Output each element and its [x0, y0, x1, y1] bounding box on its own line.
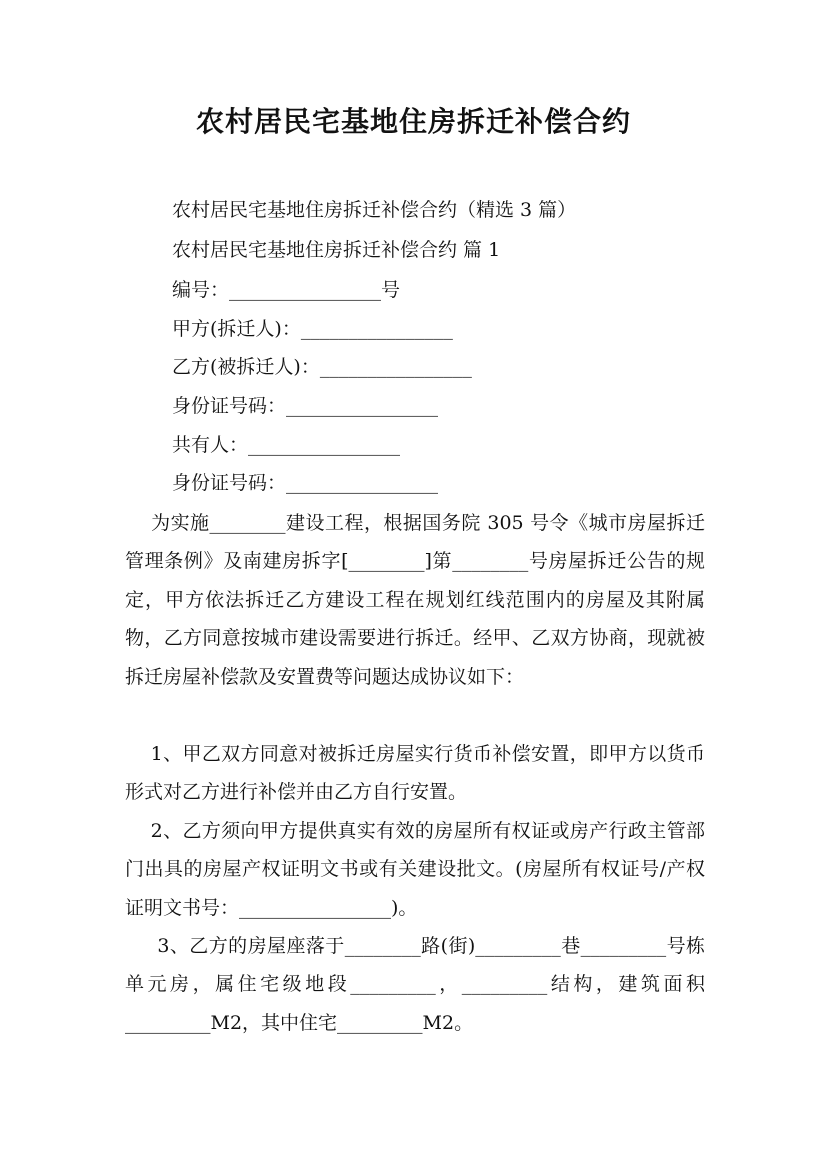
field-co-owner: 共有人：________________	[172, 434, 401, 456]
paragraph-clause-3: 3、乙方的房屋座落于________路(街)_________巷_________号栋单元房，属住宅级地段_________，_________结构，建筑面积_________M2，其中住宅_________M2。	[125, 935, 706, 1034]
field-party-a: 甲方(拆迁人)：________________	[172, 318, 453, 340]
paragraph-clause-2: 2、乙方须向甲方提供真实有效的房屋所有权证或房产行政主管部门出具的房屋产权证明文书或有关建设批文。(房屋所有权证号/产权证明文书号：________________)。	[125, 820, 705, 919]
field-co-owner-id-number: 身份证号码：________________	[172, 472, 439, 494]
document-title: 农村居民宅基地住房拆迁补偿合约	[195, 105, 631, 138]
document-subtitle: 农村居民宅基地住房拆迁补偿合约（精选 3 篇）	[172, 199, 577, 221]
field-id-number: 身份证号码：________________	[172, 395, 439, 417]
paragraph-preamble: 为实施________建设工程，根据国务院 305 号令《城市房屋拆迁管理条例》及南建房拆字[________]第________号房屋拆迁公告的规定，甲方依法拆迁乙方建设工程在规划红线范围内的房屋及其附属物，乙方同意按城市建设需要进行拆迁。经甲、乙双方协商，现就被拆迁房屋补偿款及安置费等问题达成协议如下：	[125, 512, 705, 688]
field-party-b: 乙方(被拆迁人)：________________	[172, 356, 472, 378]
section-heading: 农村居民宅基地住房拆迁补偿合约 篇 1	[172, 239, 501, 261]
paragraph-clause-1: 1、甲乙双方同意对被拆迁房屋实行货币补偿安置，即甲方以货币形式对乙方进行补偿并由乙方自行安置。	[125, 743, 705, 804]
field-contract-number: 编号：________________号	[172, 279, 401, 301]
